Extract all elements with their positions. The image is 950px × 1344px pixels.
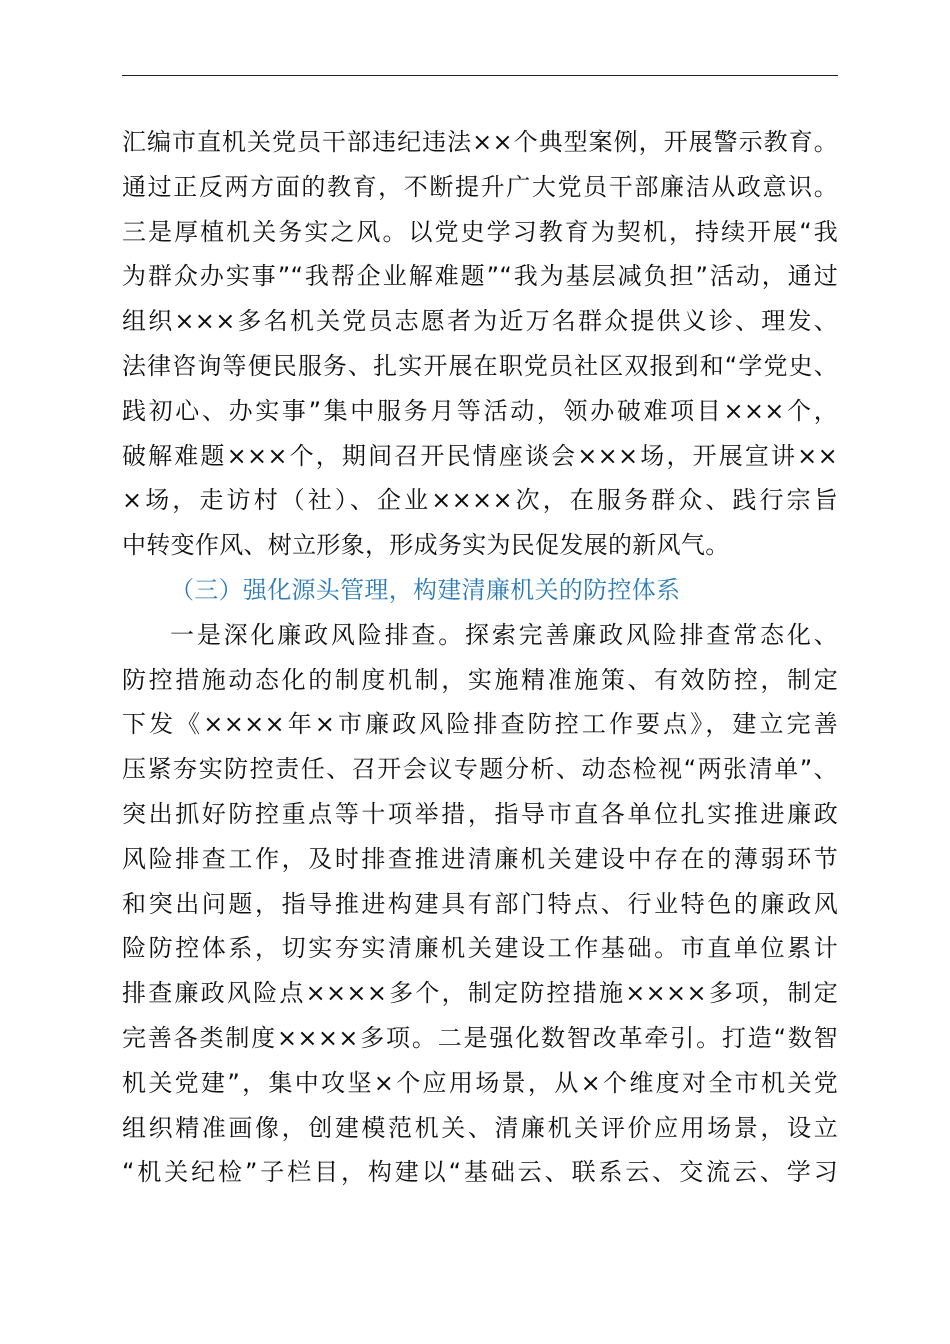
- paragraph-line: 排查廉政风险点××××多个，制定防控措施××××多项，制定: [122, 979, 838, 1008]
- paragraph-line: 下发《××××年×市廉政风险排查防控工作要点》，建立完善: [122, 710, 838, 739]
- paragraph-line: 法律咨询等便民服务、扎实开展在职党员社区双报到和“学党史、: [122, 351, 838, 380]
- paragraph-line: 组织精准画像，创建模范机关、清廉机关评价应用场景，设立: [122, 1113, 838, 1142]
- paragraph-line: 防控措施动态化的制度机制，实施精准施策、有效防控，制定: [122, 665, 838, 694]
- paragraph-line: 践初心、办实事”集中服务月等活动，领办破难项目×××个，: [122, 396, 838, 425]
- paragraph-line: 破解难题×××个，期间召开民情座谈会×××场，开展宣讲××: [122, 441, 838, 470]
- paragraph-line: 压紧夯实防控责任、召开会议专题分析、动态检视“两张清单”、: [122, 755, 838, 784]
- paragraph-line: 通过正反两方面的教育，不断提升广大党员干部廉洁从政意识。: [122, 172, 838, 201]
- paragraph-line: 完善各类制度××××多项。二是强化数智改革牵引。打造“数智: [122, 1023, 838, 1052]
- paragraph-line: 风险排查工作，及时排查推进清廉机关建设中存在的薄弱环节: [122, 844, 838, 873]
- paragraph-line: ×场，走访村（社）、企业××××次，在服务群众、践行宗旨: [122, 486, 838, 515]
- paragraph-line: 为群众办实事”“我帮企业解难题”“我为基层减负担”活动，通过: [122, 262, 838, 291]
- paragraph-line: 三是厚植机关务实之风。以党史学习教育为契机，持续开展“我: [122, 217, 838, 246]
- paragraph-line: “机关纪检”子栏目，构建以“基础云、联系云、交流云、学习: [122, 1158, 838, 1187]
- paragraph-line: 突出抓好防控重点等十项举措，指导市直各单位扎实推进廉政: [122, 799, 838, 828]
- paragraph-line: 一是深化廉政风险排查。探索完善廉政风险排查常态化、: [170, 620, 838, 649]
- paragraph-line: 险防控体系，切实夯实清廉机关建设工作基础。市直单位累计: [122, 934, 838, 963]
- section-heading: （三）强化源头管理，构建清廉机关的防控体系: [170, 575, 681, 604]
- paragraph-line: 组织×××多名机关党员志愿者为近万名群众提供义诊、理发、: [122, 307, 838, 336]
- document-body: [122, 120, 838, 1195]
- paragraph-line: 中转变作风、树立形象，形成务实为民促发展的新风气。: [122, 531, 730, 560]
- header-rule: [122, 75, 838, 76]
- paragraph-line: 汇编市直机关党员干部违纪违法××个典型案例，开展警示教育。: [122, 128, 838, 156]
- paragraph-line: 机关党建”，集中攻坚×个应用场景，从×个维度对全市机关党: [122, 1068, 838, 1097]
- paragraph-line: 和突出问题，指导推进构建具有部门特点、行业特色的廉政风: [122, 889, 838, 918]
